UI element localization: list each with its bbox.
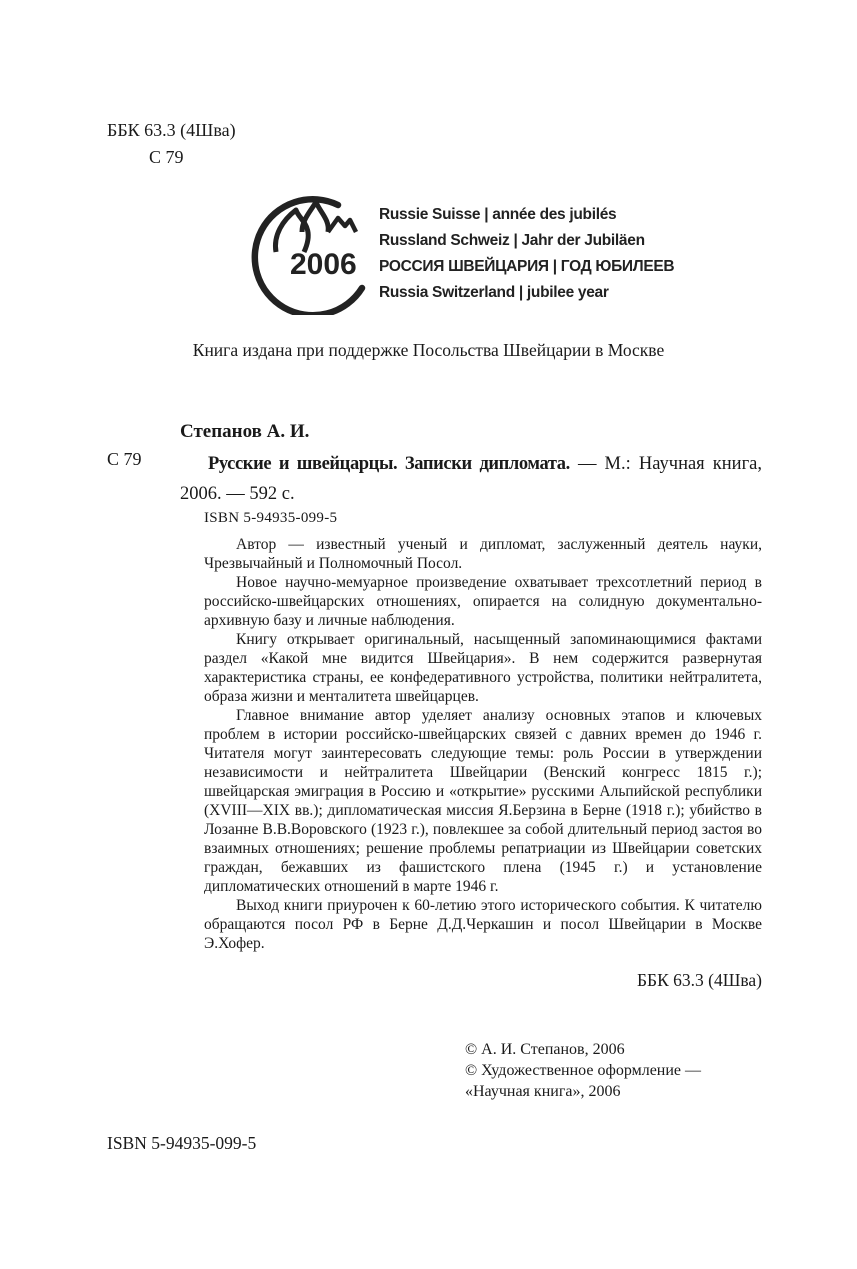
annotation xyxy=(204,535,762,953)
publication-info: — М.: Научная книга, 2006. — 592 с. xyxy=(180,454,763,504)
annotation-paragraph: Автор — известный ученый и дипломат, заслуженный деятель науки, Чрезвычайный и Полномочный Посол. xyxy=(204,536,762,572)
title-entry xyxy=(180,449,762,509)
support-line: Книга издана при поддержке Посольства Швейцарии в Москве xyxy=(192,340,665,360)
copyright-block xyxy=(465,1039,701,1102)
logo-line-en: Russia Switzerland | jubilee year xyxy=(379,284,609,301)
jubilee-logo xyxy=(246,190,675,320)
bbk-code: ББК 63.3 (4Шва) xyxy=(107,120,236,140)
jubilee-emblem-icon xyxy=(246,190,376,315)
logo-text xyxy=(379,202,674,306)
annotation-paragraph: Книгу открывает оригинальный, насыщенный запоминающимися фактами раздел «Какой мне видится Швейцария». В нем содержится развернутая характеристика страны, ее конфедеративного устройства, политики нейтралитета, образа жизни и менталитета швейцарцев. xyxy=(204,631,762,705)
logo-line-de: Russland Schweiz | Jahr der Jubiläen xyxy=(379,232,645,249)
copyright-line: © Художественное оформление — xyxy=(465,1062,702,1079)
copyright-line: © А. И. Степанов, 2006 xyxy=(465,1041,625,1058)
isbn-line: ISBN 5-94935-099-5 xyxy=(204,510,338,526)
annotation-paragraph: Новое научно-мемуарное произведение охватывает трехсотлетний период в российско-швейцарских отношениях, опирается на солидную документально-архивную базу и личные наблюдения. xyxy=(204,574,762,629)
author-mark: С 79 xyxy=(149,147,184,167)
bbk-code-right: ББК 63.3 (4Шва) xyxy=(636,970,762,990)
annotation-paragraph: Главное внимание автор уделяет анализу основных этапов и ключевых проблем в истории российско-швейцарских связей с давних времен до 1946 г. Читателя могут заинтересовать следующие темы: роль России в утверждении независимости и нейтралитета Швейцарии (Венский конгресс 1815 г.); швейцарская эмиграция в Россию и «открытие» русскими Альпийской республики (XVIII—XIX вв.); дипломатическая миссия Я.Берзина в Берне (1918 г.); убийство в Лозанне В.В.Воровского (1923 г.), повлекшее за собой длительный период застоя во взаимных отношениях; решение проблемы репатриации из Швейцарии советских граждан, бежавших из фашистского плена (1945 г.) и установление дипломатических отношений в марте 1946 г. xyxy=(204,707,762,895)
book-title: Русские и швейцарцы. Записки дипломата. xyxy=(208,454,570,474)
logo-year: 2006 xyxy=(290,248,357,281)
logo-line-fr: Russie Suisse | année des jubilés xyxy=(379,206,617,223)
author-name: Степанов А. И. xyxy=(180,421,310,442)
copyright-line: «Научная книга», 2006 xyxy=(465,1083,621,1100)
annotation-paragraph: Выход книги приурочен к 60-летию этого исторического события. К читателю обращаются посол РФ в Берне Д.Д.Черкашин и посол Швейцарии в Москве Э.Хофер. xyxy=(204,897,762,952)
catalog-code: С 79 xyxy=(107,449,142,469)
bbk-block xyxy=(107,117,236,171)
isbn-bottom: ISBN 5-94935-099-5 xyxy=(107,1133,257,1153)
logo-line-ru: РОССИЯ ШВЕЙЦАРИЯ | ГОД ЮБИЛЕЕВ xyxy=(379,258,675,275)
